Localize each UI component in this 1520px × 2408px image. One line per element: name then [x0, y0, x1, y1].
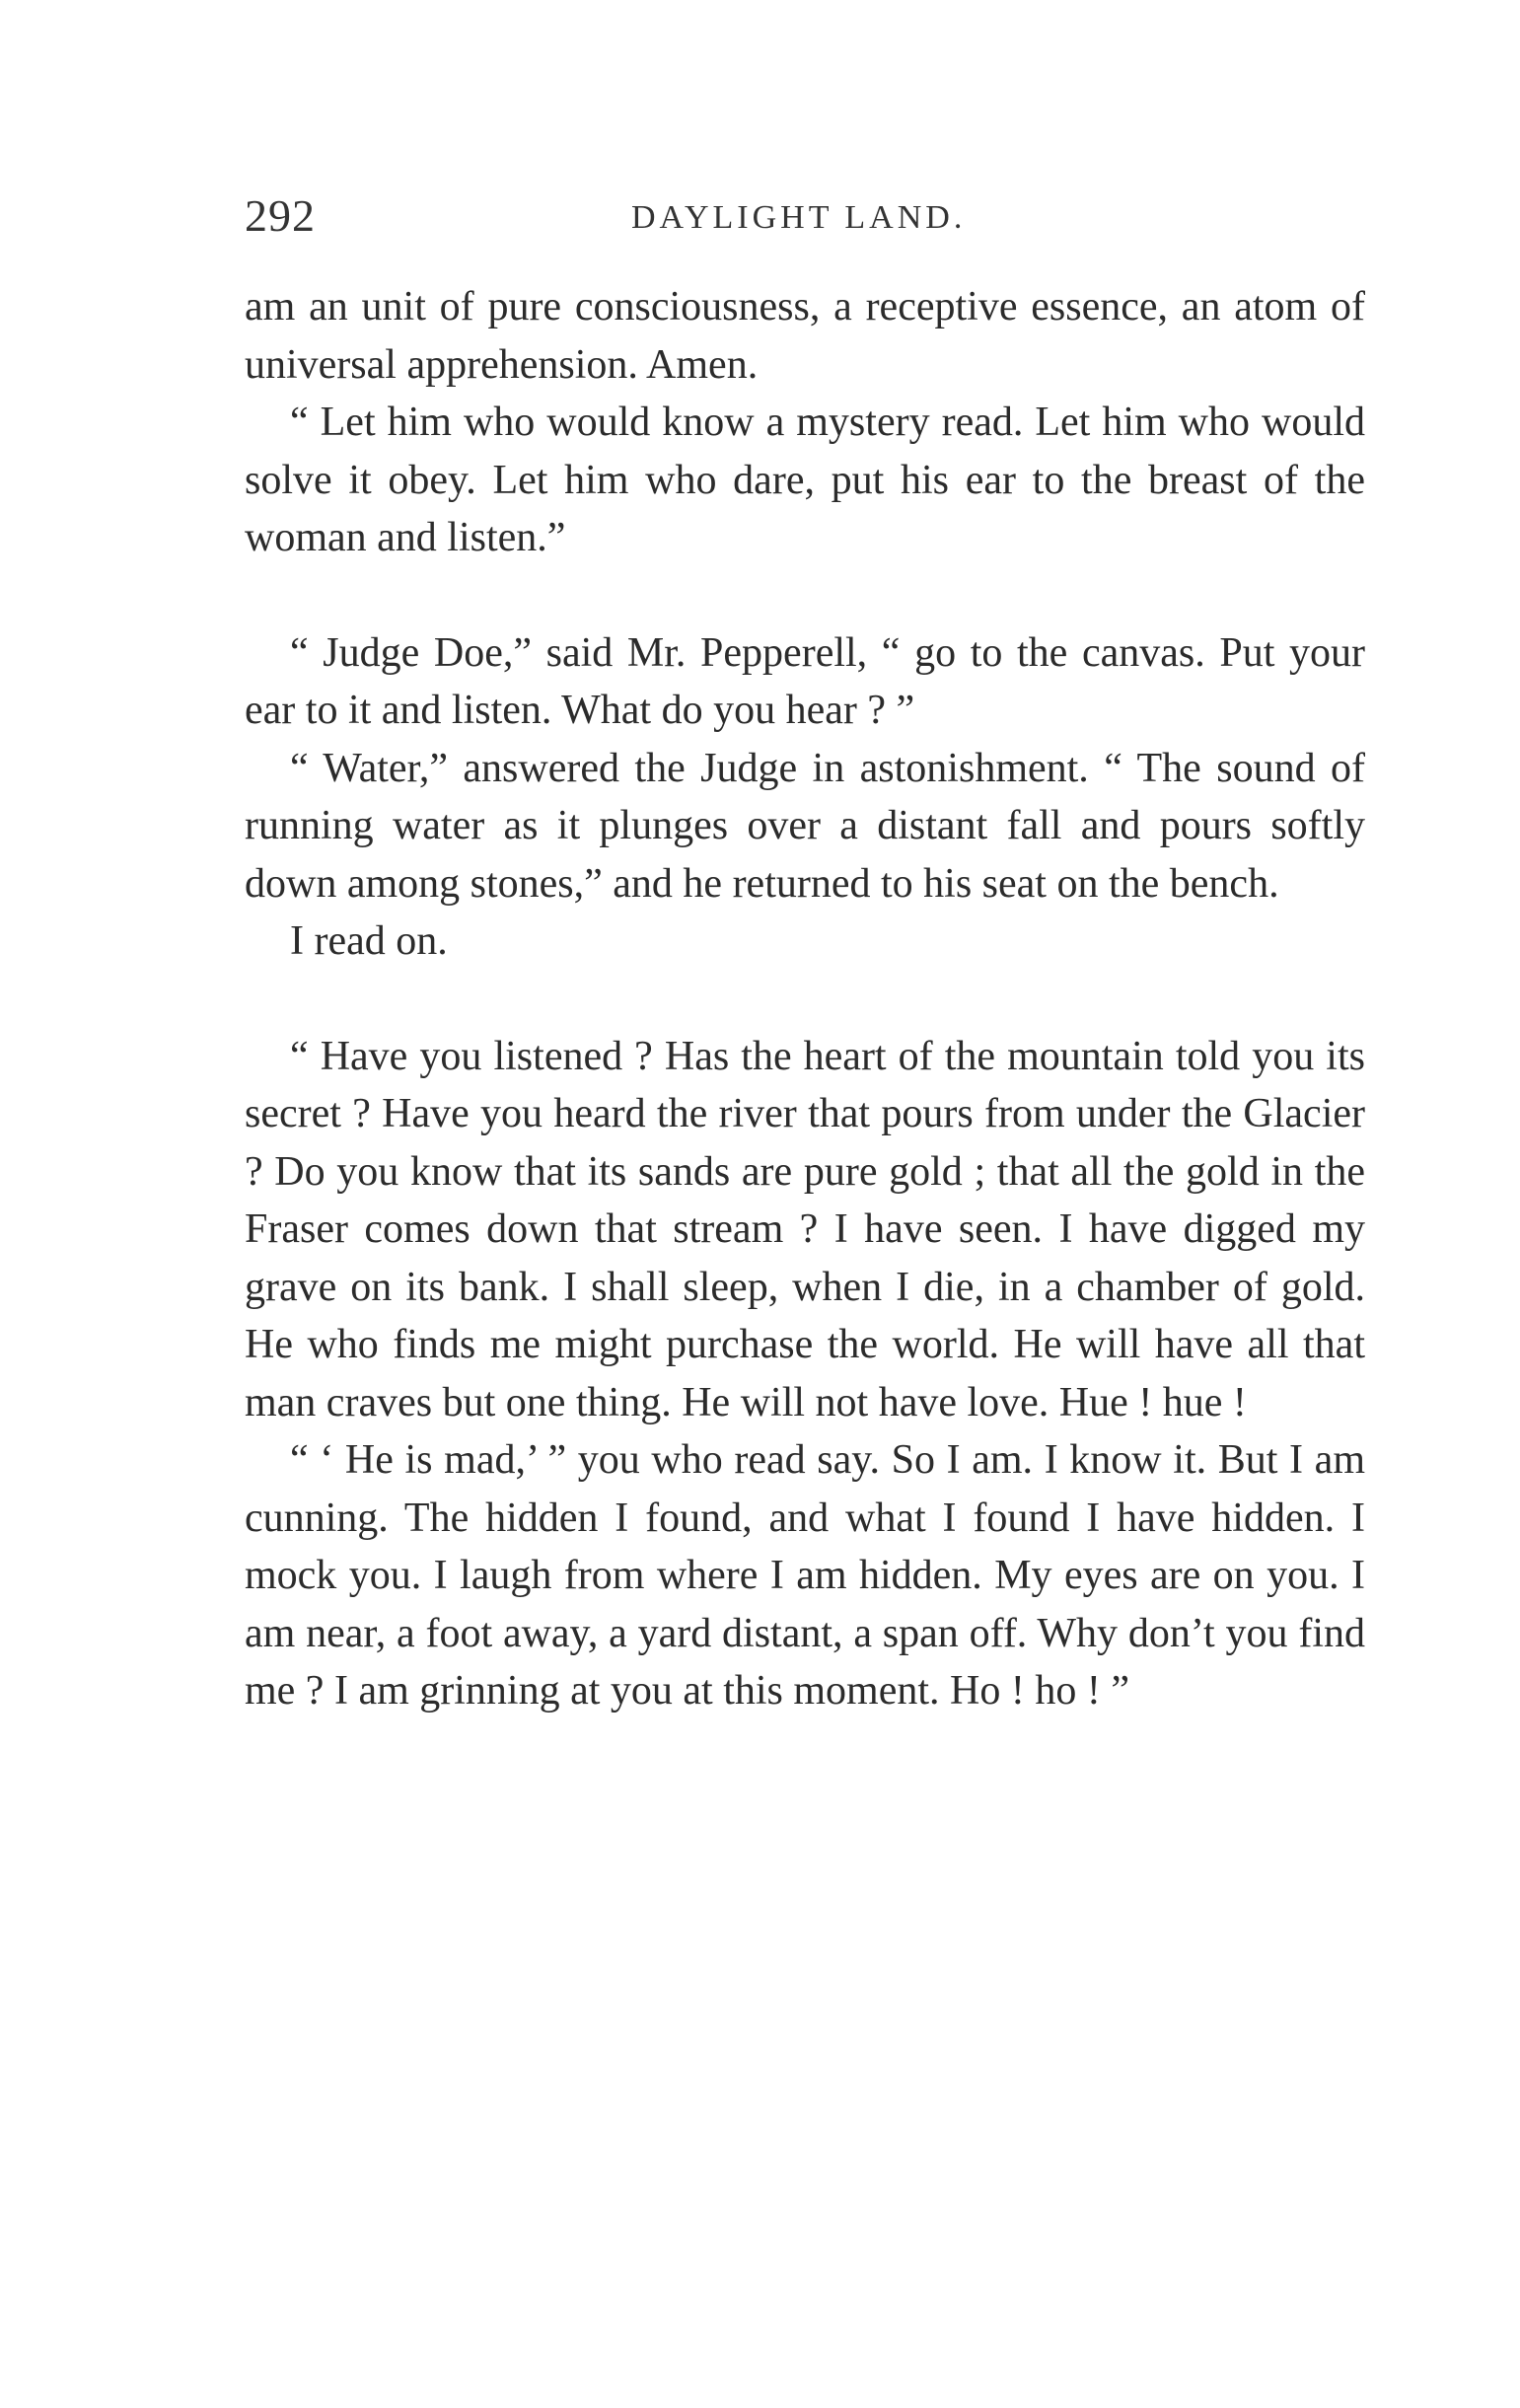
paragraph-read-on: I read on.	[290, 918, 448, 964]
paragraph-water: “ Water,” answered the Judge in astonishment. “ The sound of running water as it plunges over a distant fall and pours softly down among stones,” and he returned to his seat on the bench.	[245, 745, 1365, 907]
page-header	[245, 189, 1365, 253]
page-number: 292	[245, 190, 316, 241]
paragraph-he-is-mad: “ ‘ He is mad,’ ” you who read say. So I am. I know it. But I am cunning. The hidden I found, and what I found I have hidden. I mock you. I laugh from where I am hidden. My eyes are on you. I am near, a foot away, a yard distant, a span off. Why don’t you find me ? I am grinning at you at this moment. Ho ! ho ! ”	[245, 1437, 1365, 1714]
paragraph-judge-doe: “ Judge Doe,” said Mr. Pepperell, “ go to the canvas. Put your ear to it and listen. What do you hear ? ”	[245, 629, 1365, 733]
section-gap	[245, 971, 1365, 1028]
paragraph-continuation: am an unit of pure consciousness, a receptive essence, an atom of universal apprehension. Amen.	[245, 284, 1365, 388]
section-gap	[245, 567, 1365, 624]
paragraph-mystery: “ Let him who would know a mystery read. Let him who would solve it obey. Let him who dare, put his ear to the breast of the woman and listen.”	[245, 400, 1365, 560]
running-head: DAYLIGHT LAND.	[631, 199, 967, 236]
body-text	[245, 278, 1365, 1720]
paragraph-have-you-listened: “ Have you listened ? Has the heart of the mountain told you its secret ? Have you heard the river that pours from under the Glacier ? Do you know that its sands are pure gold ; that all the gold in the Fraser comes down that stream ? I have seen. I have digged my grave on its bank. I shall sleep, when I die, in a chamber of gold. He who finds me might purchase the world. He will have all that man craves but one thing. He will not have love. Hue ! hue !	[245, 1033, 1365, 1425]
